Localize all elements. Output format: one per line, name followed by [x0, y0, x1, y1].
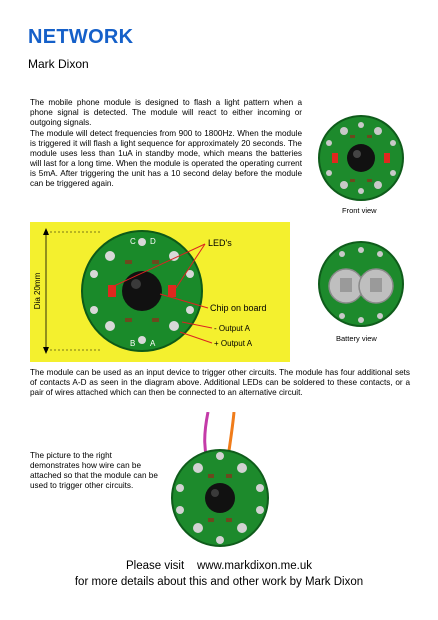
front-view-photo	[314, 113, 408, 203]
battery-view-caption: Battery view	[336, 334, 377, 343]
battery-view-photo	[314, 238, 408, 330]
author-name: Mark Dixon	[28, 57, 89, 71]
contact-label-b: B	[130, 339, 136, 348]
page-title: NETWORK	[28, 26, 134, 48]
output-minus-label: - Output A	[214, 324, 251, 333]
input-device-paragraph: The module can be used as an input device to trigger other circuits. The module has four additional sets of contacts A-D as seen in the diagram above. Additional LEDs can be soldered to these contacts, or a pair of wires attached which can then be connected to an alternative circuit.	[30, 368, 410, 397]
contact-label-c: C	[130, 237, 136, 246]
front-view-caption: Front view	[342, 206, 377, 215]
intro-paragraph: The mobile phone module is designed to flash a light pattern when a phone signal is detected. The module will react to either incoming or outgoing signals.	[30, 98, 302, 127]
wire-paragraph: The picture to the right demonstrates how wire can be attached so that the module can be used to trigger other circuits.	[30, 451, 158, 490]
specs-paragraph: The module will detect frequencies from 900 to 1800Hz. When the module is triggered it will flash a light sequence for approximately 20 seconds. The module uses less than 1uA in standby mode, which means the batteries will last for a long time. When the module is operated the operating current is 5mA. After triggering the unit has a 10 second delay before the module can be triggered again.	[30, 129, 302, 188]
contact-label-d: D	[150, 237, 156, 246]
footer-details-line: for more details about this and other work by Mark Dixon	[74, 576, 364, 588]
wired-module-photo	[168, 412, 278, 550]
contact-label-a: A	[150, 339, 156, 348]
dimension-label: Dia 20mm	[33, 272, 42, 310]
leds-label: LED's	[208, 238, 232, 248]
output-plus-label: + Output A	[214, 339, 253, 348]
footer-visit-line: Please visit www.markdixon.me.uk	[126, 560, 312, 572]
chip-label: Chip on board	[210, 303, 267, 313]
module-diagram	[30, 222, 290, 362]
